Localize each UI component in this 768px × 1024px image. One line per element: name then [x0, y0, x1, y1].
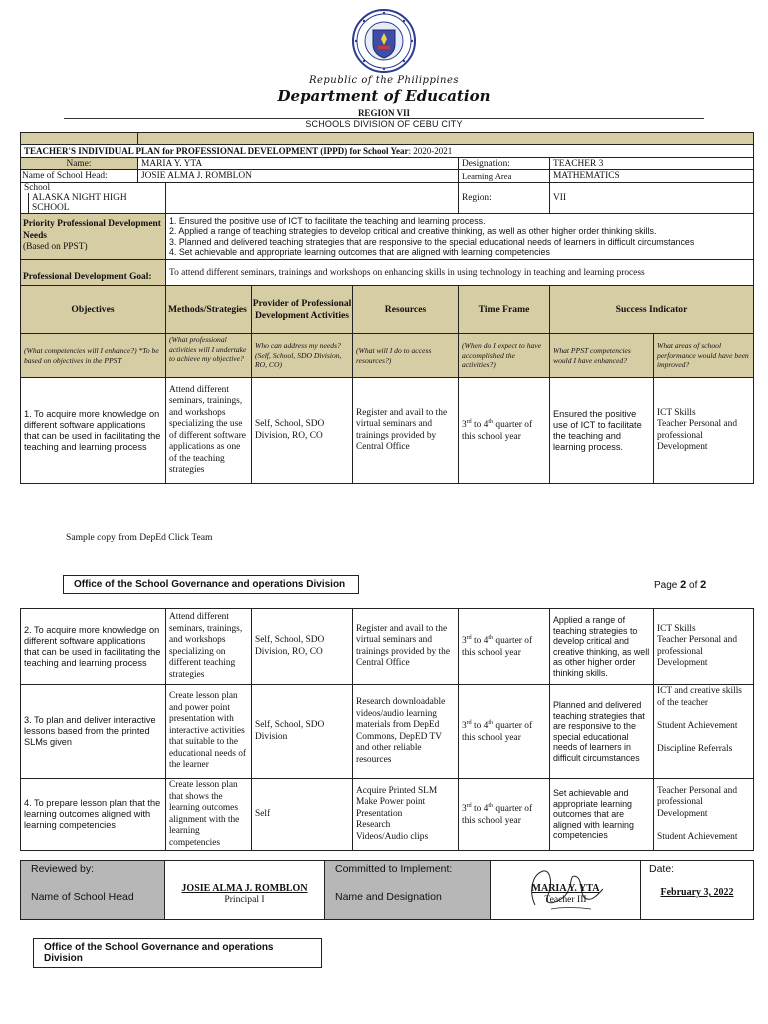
committed-cell [325, 861, 491, 920]
date-value: February 3, 2022 [660, 887, 734, 898]
office-label-box: Office of the School Governance and operations Division [63, 575, 359, 594]
committed-label: Committed to Implement: [335, 863, 453, 875]
deped-seal-icon [351, 8, 417, 74]
ppst-cell: Set achievable and appropriate learning outcomes that are aligned with learning competencies [550, 779, 654, 851]
department-title: Department of Education [277, 87, 491, 105]
methods-cell: Attend different seminars, trainings, and workshops specializing on different teaching strategies [166, 609, 252, 685]
signature-table [20, 860, 754, 920]
guide-ppst: What PPST competencies would I have enhanced? [550, 334, 654, 378]
date-label: Date: [649, 863, 675, 875]
col-methods: Methods/Strategies [166, 286, 252, 334]
time-frame-cell: 3rd to 4th quarter of this school year [459, 685, 550, 779]
methods-cell: Create lesson plan that shows the learning outcomes alignment with the learning competencies [166, 779, 252, 851]
region-value: VII [550, 183, 754, 214]
learning-area-value: MATHEMATICS [550, 170, 754, 183]
objective-cell: 4. To prepare lesson plan that the learning outcomes aligned with learning competencies [21, 779, 166, 851]
designation-label: Designation: [459, 158, 550, 170]
areas-cell: Teacher Personal and professional Development Student Achievement [654, 779, 754, 851]
committed-sub-label: Name and Designation [335, 891, 442, 903]
areas-cell: ICT Skills Teacher Personal and professional Development [654, 609, 754, 685]
col-provider: Provider of Professional Development Activities [252, 286, 353, 334]
teacher-title: Teacher III [544, 894, 587, 905]
school-head-label: Name of School Head: [21, 170, 138, 183]
designation-value: TEACHER 3 [550, 158, 754, 170]
provider-cell: Self [252, 779, 353, 851]
table-row [21, 378, 754, 484]
form-title: TEACHER'S INDIVIDUAL PLAN for PROFESSIONAL DEVELOPMENT (IPPD) for School Year: 2020-2021 [21, 145, 754, 158]
provider-cell: Self, School, SDO Division [252, 685, 353, 779]
reviewed-sub-label: Name of School Head [31, 891, 134, 903]
ppst-cell: Applied a range of teaching strategies to develop critical and creative thinking, as well as other higher order thinking skills. [550, 609, 654, 685]
ippd-table-page1 [20, 132, 754, 484]
region-label: Region: [459, 183, 550, 214]
head-title: Principal I [224, 894, 265, 905]
school-head-value: JOSIE ALMA J. ROMBLON [138, 170, 459, 183]
republic-line: Republic of the Philippines [308, 75, 460, 86]
objective-cell: 2. To acquire more knowledge on different software applications that can be used in facilitating the teaching and learning process [21, 609, 166, 685]
resources-cell: Research downloadable videos/audio learning materials from DepEd Commons, DepED TV and other reliable resources [353, 685, 459, 779]
region-line: REGION VII [357, 108, 411, 118]
name-label: Name: [21, 158, 138, 170]
header-divider [64, 118, 704, 119]
head-name: JOSIE ALMA J. ROMBLON [181, 883, 308, 894]
guide-areas: What areas of school performance would have been improved? [654, 334, 754, 378]
sample-copy-note: Sample copy from DepEd Click Team [66, 532, 213, 543]
time-frame-cell: 3rd to 4th quarter of this school year [459, 609, 550, 685]
time-frame-cell: 3rd to 4th quarter of this school year [459, 779, 550, 851]
table-row [21, 779, 754, 851]
provider-cell: Self, School, SDO Division, RO, CO [252, 609, 353, 685]
time-frame-cell: 3rd to 4th quarter of this school year [459, 378, 550, 484]
date-cell [641, 861, 754, 920]
guide-objectives: (What competencies will I enhance?) *To be based on objectives in the PPST [21, 334, 166, 378]
needs-list: 1. Ensured the positive use of ICT to facilitate the teaching and learning process. 2. Applied a range of teaching strategies to develop critical and creative thinking, as well as other higher order thinking skills. 3. Planned and delivered teaching strategies that are responsive to the special educational needs of learners in difficult circumstances 4. Set achievable and appropriate learning outcomes that are aligned with learning competencies [166, 214, 754, 260]
head-signature-cell [165, 861, 325, 920]
office-label-box-bottom: Office of the School Governance and operations Division [33, 938, 322, 968]
provider-cell: Self, School, SDO Division, RO, CO [252, 378, 353, 484]
methods-cell: Attend different seminars, trainings, and workshops specializing the use of different software applications as one of the teaching strategies [166, 378, 252, 484]
name-value: MARIA Y. YTA [138, 158, 459, 170]
methods-cell: Create lesson plan and power point presentation with interactive activities that suitable to the educational needs of the learner [166, 685, 252, 779]
guide-provider: Who can address my needs? (Self, School, SDO Division, RO, CO) [252, 334, 353, 378]
objective-cell: 1. To acquire more knowledge on different software applications that can be used in facilitating the teaching and learning process [21, 378, 166, 484]
page-number: Page 2 of 2 [654, 579, 707, 591]
col-objectives: Objectives [21, 286, 166, 334]
learning-area-label: Learning Area [459, 170, 550, 183]
school-value: ALASKA NIGHT HIGH SCHOOL [28, 193, 162, 213]
col-resources: Resources [353, 286, 459, 334]
objective-cell: 3. To plan and deliver interactive lessons based from the printed SLMs given [21, 685, 166, 779]
resources-cell: Register and avail to the virtual seminars and trainings provided by Central Office [353, 378, 459, 484]
ppst-cell: Ensured the positive use of ICT to facilitate the teaching and learning process. [550, 378, 654, 484]
col-success-indicator: Success Indicator [550, 286, 754, 334]
ippd-table-page2 [20, 608, 754, 851]
document-header [0, 8, 768, 129]
needs-label: Priority Professional Development Needs (Based on PPST) [21, 214, 166, 260]
reviewed-by-label: Reviewed by: [31, 863, 95, 875]
school-label: School [24, 183, 51, 193]
resources-cell: Acquire Printed SLM Make Power point Presentation Research Videos/Audio clips [353, 779, 459, 851]
division-line: SCHOOLS DIVISION OF CEBU CITY [305, 119, 463, 129]
ppst-cell: Planned and delivered teaching strategies that are responsive to the special educational needs of learners in difficult circumstances [550, 685, 654, 779]
areas-cell: ICT Skills Teacher Personal and professional Development [654, 378, 754, 484]
table-row [21, 685, 754, 779]
resources-cell: Register and avail to the virtual seminars and trainings provided by the Central Office [353, 609, 459, 685]
guide-methods: (What professional activities will I undertake to achieve my objective? [166, 334, 252, 378]
guide-time-frame: (When do I expect to have accomplished the activities?) [459, 334, 550, 378]
teacher-name: MARIA Y. YTA [531, 883, 600, 894]
school-row [21, 183, 166, 214]
teacher-signature-cell [491, 861, 641, 920]
reviewed-by-cell [21, 861, 165, 920]
guide-resources: (What will I do to access resources?) [353, 334, 459, 378]
goal-value: To attend different seminars, trainings and workshops on enhancing skills in using technology in teaching and learning process [166, 260, 754, 286]
goal-label: Professional Development Goal: [21, 260, 166, 286]
table-row [21, 609, 754, 685]
areas-cell: ICT and creative skills of the teacher Student Achievement Discipline Referrals [654, 685, 754, 779]
col-time-frame: Time Frame [459, 286, 550, 334]
